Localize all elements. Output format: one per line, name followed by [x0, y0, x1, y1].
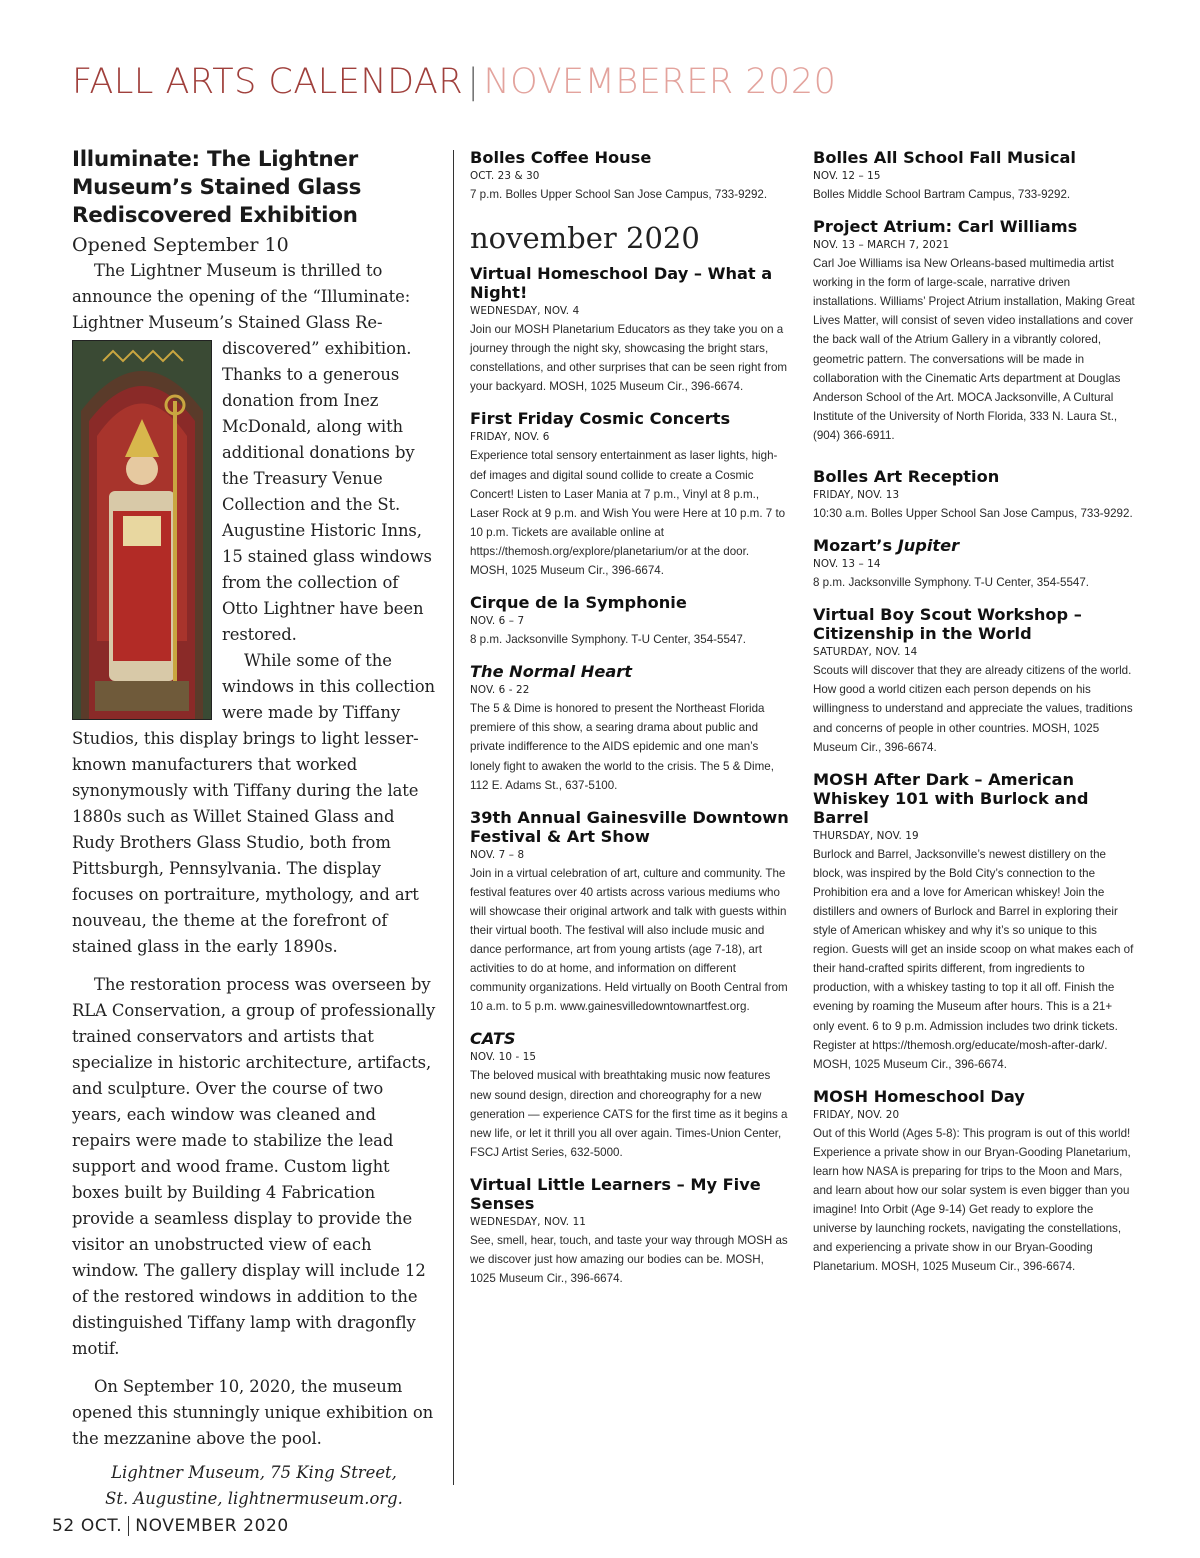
feature-paragraph-1a: The Lightner Museum is thrilled to announce the opening of the “Illuminate: Lightner Museum’s Stained Glass Re-: [72, 261, 411, 332]
event-description: Experience total sensory entertainment as laser lights, high-def images and digital sound collide to create a Cosmic Concert! Listen to Laser Mania at 7 p.m., Vinyl at 8 p.m., Laser Rock at 9 p.m. and Wish You were Here at 10 p.m. 7 to 10 p.m. Tickets are available online at https://themosh.org/explore/planetarium/or at the door. MOSH, 1025 Museum Cir., 396-6674.: [470, 449, 786, 578]
month-heading: november 2020: [470, 221, 700, 256]
feature-title: Illuminate: The Lightner Museum’s Stained Glass Rediscovered Exhibition: [72, 147, 362, 228]
event-date: NOV. 12 – 15: [813, 170, 881, 182]
event-date: FRIDAY, NOV. 20: [813, 1108, 900, 1121]
event-item: [813, 1087, 1135, 1277]
event-date: WEDNESDAY, NOV. 11: [470, 1215, 587, 1228]
event-item: [470, 1029, 790, 1161]
event-date: NOV. 6 - 22: [470, 684, 530, 697]
event-item: [813, 605, 1135, 756]
event-date: NOV. 10 - 15: [470, 1051, 537, 1064]
event-title: Bolles Art Reception: [813, 467, 1000, 487]
feature-body: [72, 258, 436, 1452]
event-item: [470, 148, 790, 204]
event-title: Virtual Homeschool Day – What a Night!: [470, 264, 773, 303]
page-header: [72, 62, 836, 102]
event-description: Carl Joe Williams isa New Orleans-based multimedia artist working in the form of large-scale, narrative driven installations. Williams’ Project Atrium installation, Making Great Lives Matter, will consist of seven video installations and cover the back wall of the Atrium Gallery in a vibrantly colored, geometric pattern. The conversations will be made in collaboration with the Cinematic Arts department at Douglas Anderson School of the Art. MOCA Jacksonville, A Cultural Institute of the University of North Florida, 333 N. Laura St., (904) 366-6911.: [813, 257, 1135, 442]
header-title-left: FALL ARTS CALENDAR: [72, 62, 464, 102]
event-item: [470, 662, 790, 794]
event-date: WEDNESDAY, NOV. 4: [470, 305, 580, 318]
event-description: Out of this World (Ages 5-8): This program is out of this world! Experience a private show in our Bryan-Gooding Planetarium, learn how NASA is preparing for trips to the Moon and Mars, and learn about how our solar system is even bigger than you imagine! Into Orbit (Age 9-14) Get ready to explore the universe by launching rockets, navigating the constellations, and experiencing a private show in our Bryan-Gooding Planetarium. MOSH, 1025 Museum Cir., 396-6674.: [813, 1126, 1131, 1274]
event-title: Project Atrium: Carl Williams: [813, 217, 1078, 237]
event-description: 10:30 a.m. Bolles Upper School San Jose Campus, 733-9292.: [813, 507, 1133, 521]
event-date: NOV. 7 – 8: [470, 848, 525, 861]
page-footer: [52, 1516, 289, 1536]
event-description: Bolles Middle School Bartram Campus, 733-9292.: [813, 188, 1071, 201]
event-title-part: Mozart’s: [813, 536, 898, 556]
event-item: [470, 593, 790, 649]
page-number: 52: [52, 1516, 75, 1536]
feature-credit-line-1: Lightner Museum, 75 King Street,: [111, 1463, 397, 1482]
event-description: See, smell, hear, touch, and taste your way through MOSH as we discover just how amazing our bodies can be. MOSH, 1025 Museum Cir., 396-6674.: [470, 1233, 788, 1286]
event-item: [813, 467, 1135, 523]
event-description: Scouts will discover that they are already citizens of the world. How good a world citizen each person depends on his willingness to understand and appreciate the values, traditions and concerns of people in other countries. MOSH, 1025 Museum Cir., 396-6674.: [813, 664, 1133, 754]
event-title: The Normal Heart: [470, 662, 632, 682]
event-description: 8 p.m. Jacksonville Symphony. T-U Center, 354-5547.: [813, 576, 1090, 590]
event-description: Join our MOSH Planetarium Educators as they take you on a journey through the night sky, showcasing the bright stars, constellations, and other surprises that can be seen right from your backyard. MOSH, 1025 Museum Cir., 396-6674.: [470, 323, 788, 394]
event-item: [813, 148, 1135, 204]
event-description: 8 p.m. Jacksonville Symphony. T-U Center, 354-5547.: [470, 633, 747, 647]
event-description: Burlock and Barrel, Jacksonville’s newest distillery on the block, was inspired by the Bold City’s connection to the Prohibition era and a love for American whiskey! Join the distillers and owners of Burlock and Barrel in exploring their style of American whiskey and why it’s so unique to this region. Guests will get an inside scoop on what makes each of their hand-crafted spirits different, from ingredients to production, with a whiskey tasting to top it all off. Finish the evening by roaming the Museum after hours. This is a 21+ only event. 6 to 9 p.m. Admission includes two drink tickets. Register at https://themosh.org/educate/mosh-after-dark/. MOSH, 1025 Museum Cir., 396-6674.: [813, 847, 1134, 1071]
event-date: FRIDAY, NOV. 13: [813, 489, 900, 502]
event-date: SATURDAY, NOV. 14: [813, 646, 918, 659]
event-title: First Friday Cosmic Concerts: [470, 409, 731, 429]
footer-left: OCT.: [80, 1516, 123, 1536]
event-title: 39th Annual Gainesville Downtown Festival & Art Show: [470, 807, 789, 846]
feature-article: [72, 146, 436, 1512]
feature-credit: [72, 1460, 436, 1512]
events-column-3: [813, 148, 1135, 1290]
feature-subtitle: Opened September 10: [72, 234, 289, 256]
event-item: [813, 217, 1135, 445]
event-title: CATS: [470, 1029, 516, 1049]
event-description: Join in a virtual celebration of art, culture and community. The festival features over 40 artists across various mediums who will showcase their original artwork and talk with guests within their virtual booth. The festival will also include music and dance performance, art from young artists (age 7-18), art activities to do at home, and information on different community organizations. Held virtually on Booth Central from 10 a.m. to 5 p.m. www.gainesvilledowntownartfest.org.: [470, 866, 788, 1014]
event-item: [813, 770, 1135, 1074]
event-date: THURSDAY, NOV. 19: [813, 829, 919, 842]
event-title: Bolles Coffee House: [470, 148, 652, 167]
stained-glass-image: [72, 340, 212, 720]
event-date: FRIDAY, NOV. 6: [470, 431, 550, 444]
feature-paragraph-3: The restoration process was overseen by RLA Conservation, a group of professionally trained conservators and artists that specialize in historic architecture, artifacts, and sculpture. Over the course of two years, each window was cleaned and repairs were made to stabilize the lead support and wood frame. Custom light boxes built by Building 4 Fabrication provide a seamless display to provide the visitor an unobstructed view of each window. The gallery display will include 12 of the restored windows in addition to the distinguished Tiffany lamp with dragonfly motif.: [72, 975, 436, 1358]
event-item: [470, 409, 790, 580]
event-date: NOV. 13 – MARCH 7, 2021: [813, 239, 950, 252]
footer-right: NOVEMBER 2020: [135, 1516, 289, 1536]
feature-paragraph-1b: discovered” exhibition. Thanks to a generous donation from Inez McDonald, along with additional donations by the Treasury Venue Collection and the St. Augustine Historic Inns, 15 stained glass windows from the collection of Otto Lightner have been restored.: [222, 339, 432, 644]
column-divider: [453, 150, 454, 1485]
event-title-italic: Jupiter: [897, 536, 960, 556]
header-title-right: NOVEMBERER 2020: [483, 62, 837, 102]
event-item: [470, 808, 790, 1017]
event-item: [470, 1175, 790, 1288]
event-title: Cirque de la Symphonie: [470, 593, 687, 613]
event-title: Bolles All School Fall Musical: [813, 148, 1076, 167]
event-date: OCT. 23 & 30: [470, 170, 540, 182]
event-title: MOSH After Dark – American Whiskey 101 with Burlock and Barrel: [813, 769, 1089, 827]
event-title: [813, 536, 1135, 555]
event-item: [813, 536, 1135, 592]
events-column-2: [470, 148, 790, 1301]
feature-paragraph-2: While some of the windows in this collection were made by Tiffany Studios, this display brings to light lesser-known manufacturers that worked synonymously with Tiffany during the late 1880s such as Willet Stained Glass and Rudy Brothers Glass Studio, both from Pittsburgh, Pennsylvania. The display focuses on portraiture, mythology, and art nouveau, the theme at the forefront of stained glass in the early 1890s.: [72, 651, 435, 956]
event-item: [470, 264, 790, 396]
footer-divider: [128, 1516, 129, 1536]
event-description: The beloved musical with breathtaking music now features new sound design, direction and choreography for a new generation — experience CATS for the first time as it begins a new life, or let it thrill you all over again. Times-Union Center, FSCJ Artist Series, 632-5000.: [470, 1069, 788, 1159]
event-description: The 5 & Dime is honored to present the Northeast Florida premiere of this show, a searing drama about public and private indifference to the AIDS epidemic and one man’s lonely fight to awaken the world to the crisis. The 5 & Dime, 112 E. Adams St., 637-5100.: [470, 702, 774, 792]
header-divider: |: [467, 62, 480, 102]
event-title: MOSH Homeschool Day: [813, 1086, 1025, 1106]
feature-credit-line-2: St. Augustine, lightnermuseum.org.: [105, 1489, 403, 1508]
event-date: NOV. 6 – 7: [470, 615, 525, 628]
event-date: NOV. 13 – 14: [813, 558, 881, 571]
feature-paragraph-4: On September 10, 2020, the museum opened this stunningly unique exhibition on the mezzanine above the pool.: [72, 1377, 434, 1448]
event-title: Virtual Boy Scout Workshop – Citizenship in the World: [813, 605, 1082, 644]
event-title: Virtual Little Learners – My Five Senses: [470, 1174, 761, 1213]
event-description: 7 p.m. Bolles Upper School San Jose Campus, 733-9292.: [470, 188, 768, 201]
